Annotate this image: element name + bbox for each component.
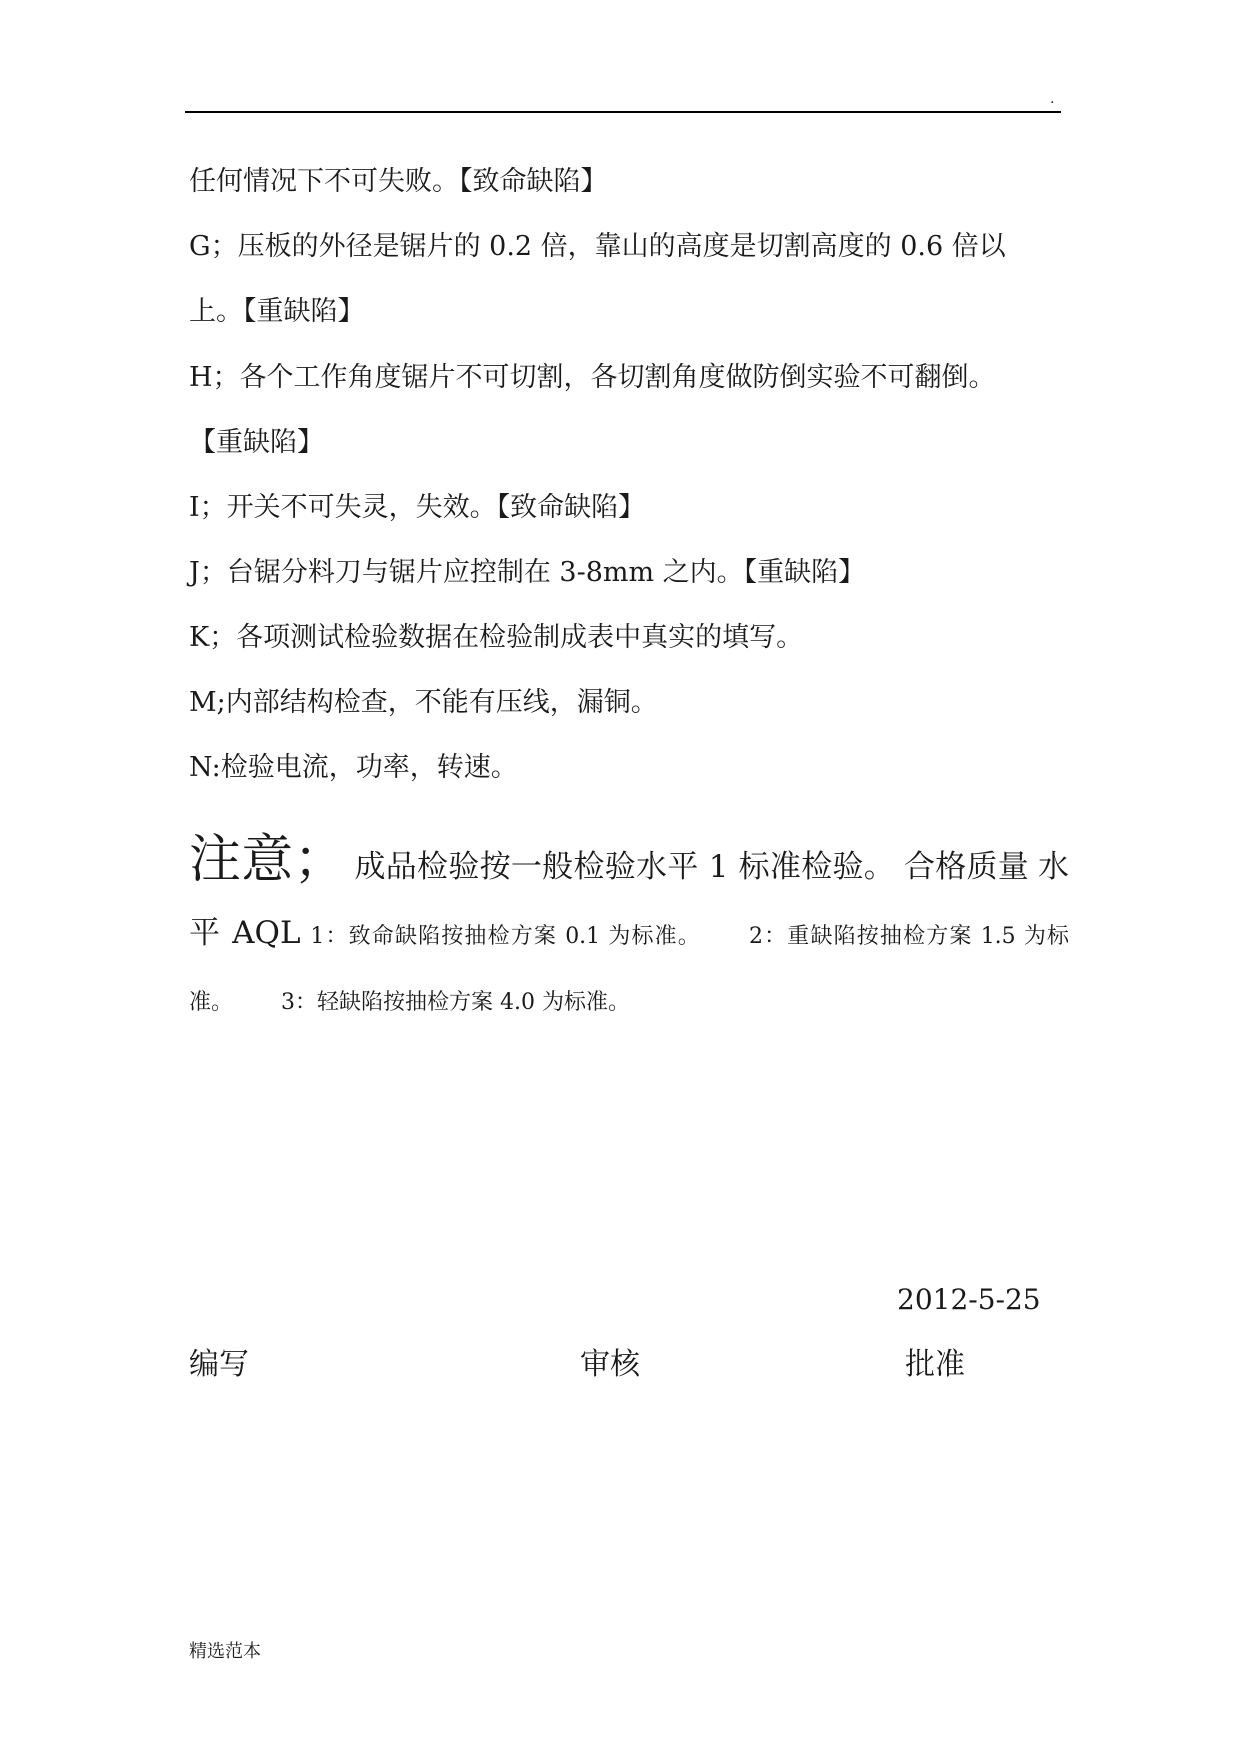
item-h-cont: 【重缺陷】 (189, 427, 324, 458)
aql-label-b: 水平 AQL (189, 849, 1069, 951)
body-line-1: 任何情况下不可失败。【致命缺陷】 (189, 166, 608, 197)
item-g-cont: 上。【重缺陷】 (189, 296, 365, 327)
aql-item-3: 3：轻缺陷按抽检方案 4.0 为标准。 (281, 990, 630, 1015)
aql-item-2: 2：重缺陷按抽检方案 1.5 为标准。 (189, 924, 1069, 1015)
item-i: I；开关不可失灵，失效。【致命缺陷】 (189, 492, 646, 523)
item-n: N:检验电流，功率，转速。 (189, 752, 518, 783)
document-date: 2012-5-25 (897, 1283, 1041, 1316)
aql-label-a: 合格质量 (903, 849, 1030, 885)
header-rule (185, 111, 1061, 113)
footer-text: 精选范本 (189, 1641, 261, 1662)
signature-approved: 批准 (905, 1347, 965, 1382)
notice-text: 成品检验按一般检验水平 1 标准检验。 (354, 849, 896, 885)
signature-reviewed: 审核 (580, 1347, 640, 1382)
item-h: H；各个工作角度锯片不可切割，各切割角度做防倒实验不可翻倒。 (189, 362, 996, 393)
item-g: G；压板的外径是锯片的 0.2 倍，靠山的高度是切割高度的 0.6 倍以 (189, 231, 1006, 262)
notice-paragraph (189, 828, 1069, 1035)
item-j: J；台锯分料刀与锯片应控制在 3-8mm 之内。【重缺陷】 (189, 557, 866, 588)
item-k: K；各项测试检验数据在检验制成表中真实的填写。 (189, 622, 804, 653)
aql-item-1: 1：致命缺陷按抽检方案 0.1 为标准。 (310, 924, 701, 949)
signature-prepared: 编写 (189, 1347, 249, 1382)
header-mark: . (1050, 91, 1055, 107)
item-m: M;内部结构检查，不能有压线，漏铜。 (189, 687, 658, 718)
notice-heading: 注意； (189, 830, 346, 890)
